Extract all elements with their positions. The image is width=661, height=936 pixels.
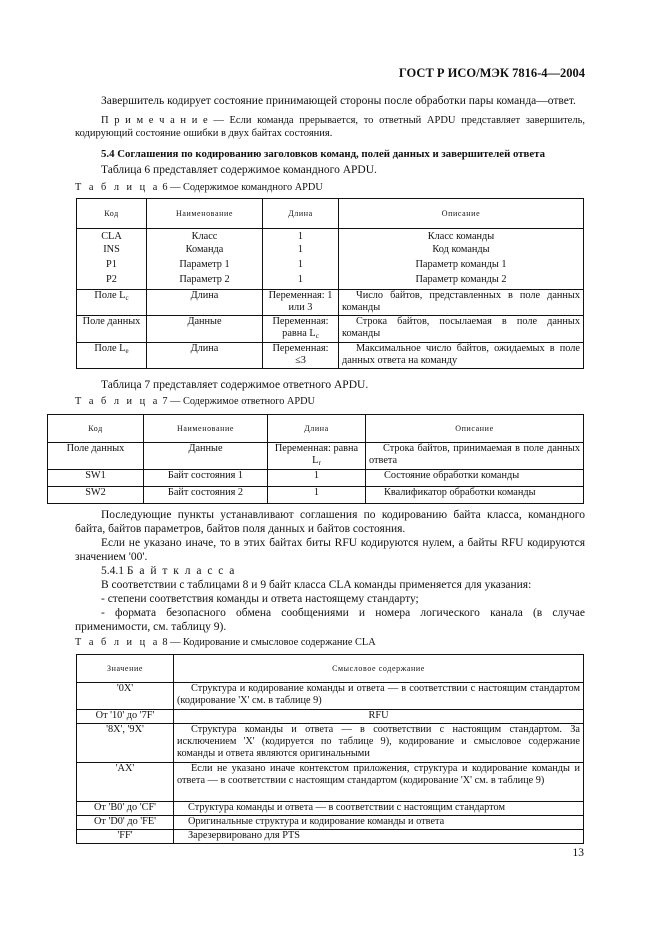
t6-cell bbox=[77, 343, 147, 369]
table7-caption-text: 7 — Содержимое ответного APDU bbox=[162, 396, 315, 407]
t8-meaning-cell: Структура и кодирование команды и ответа — в соответствии с настоящим стандартом (кодирование 'X' см. в таблице 9) bbox=[174, 683, 584, 710]
page-header: ГОСТ Р ИСО/МЭК 7816-4—2004 bbox=[398, 66, 585, 80]
t7-cell: Поле данных bbox=[48, 443, 144, 470]
note-text: — Если команда прерывается, то ответный APDU представляет завершитель, кодирующий состояние ошибки в двух байтах состояния. bbox=[75, 115, 585, 139]
t8-value-cell: От 'D0' до 'FE' bbox=[77, 816, 174, 830]
t8-value-cell: '8X', '9X' bbox=[77, 724, 174, 763]
t6-lc-sub: c bbox=[125, 294, 129, 302]
t6-cell: Параметр 1 bbox=[147, 259, 263, 274]
t6-cell: Переменная: 1 или 3 bbox=[263, 290, 339, 316]
t6-cell: INS bbox=[77, 244, 147, 259]
t8-meaning-cell: Зарезервировано для PTS bbox=[174, 830, 584, 844]
t7-header-desc: Описание bbox=[366, 415, 584, 443]
t6-cell: Максимальное число байтов, ожидаемых в поле данных ответа на команду bbox=[339, 343, 584, 369]
t6-data-length: Переменная: равна L bbox=[272, 316, 329, 339]
t6-cell: Переменная: ≤3 bbox=[263, 343, 339, 369]
t8-meaning-cell: Структура команды и ответа — в соответствии с настоящим стандартом bbox=[174, 802, 584, 816]
table6-caption-label: Т а б л и ц а bbox=[75, 182, 160, 193]
t6-cell: Параметр 2 bbox=[147, 274, 263, 290]
subsection-number: 5.4.1 bbox=[101, 565, 124, 577]
t6-cell: 1 bbox=[263, 229, 339, 244]
t6-cell: CLA bbox=[77, 229, 147, 244]
t6-cell: Данные bbox=[147, 316, 263, 343]
t6-cell: Параметр команды 2 bbox=[339, 274, 584, 290]
t6-cell: 1 bbox=[263, 244, 339, 259]
t6-cell: Класс bbox=[147, 229, 263, 244]
table6-caption-text: 6 — Содержимое командного APDU bbox=[162, 182, 323, 193]
t8-value-cell: 'AX' bbox=[77, 763, 174, 802]
t6-header-name: Наименование bbox=[147, 199, 263, 229]
t6-cell: 1 bbox=[263, 259, 339, 274]
intro-paragraph: Завершитель кодирует состояние принимающей стороны после обработки пары команда—ответ. bbox=[101, 95, 576, 107]
t8-value-cell: От '10' до '7F' bbox=[77, 710, 174, 724]
t8-value-cell: От 'B0' до 'CF' bbox=[77, 802, 174, 816]
t6-header-desc: Описание bbox=[339, 199, 584, 229]
t6-cell: P1 bbox=[77, 259, 147, 274]
t7-cell: SW2 bbox=[48, 487, 144, 504]
table-7 bbox=[47, 414, 584, 504]
t6-cell: Длина bbox=[147, 343, 263, 369]
t6-cell: Строка байтов, посылаемая в поле данных команды bbox=[339, 316, 584, 343]
t7-header-name: Наименование bbox=[144, 415, 268, 443]
note-paragraph bbox=[75, 114, 585, 140]
t6-cell: Команда bbox=[147, 244, 263, 259]
table6-intro: Таблица 6 представляет содержимое командного APDU. bbox=[101, 164, 377, 176]
t7-cell: Строка байтов, принимаемая в поле данных ответа bbox=[366, 443, 584, 470]
body-paragraph-3: В соответствии с таблицами 8 и 9 байт класса CLA команды применяется для указания: bbox=[101, 579, 532, 591]
t6-lc-code: Поле L bbox=[94, 290, 126, 301]
note-label: П р и м е ч а н и е bbox=[101, 115, 208, 126]
t6-le-code: Поле L bbox=[94, 343, 126, 354]
t7-cell: SW1 bbox=[48, 470, 144, 487]
t6-cell: Код команды bbox=[339, 244, 584, 259]
t8-header-meaning: Смысловое содержание bbox=[174, 655, 584, 683]
t6-cell: Класс команды bbox=[339, 229, 584, 244]
table8-caption bbox=[75, 637, 376, 648]
t6-cell bbox=[77, 290, 147, 316]
table-8 bbox=[76, 654, 584, 844]
bullet-2: - формата безопасного обмена сообщениями и номера логического канала (в случае применимости, см. таблицу 9). bbox=[75, 607, 585, 633]
t8-meaning-cell: Структура команды и ответа — в соответствии с настоящим стандартом. За исключением 'X' (кодируется по таблице 9), кодирование и смысловое содержание команды и ответа являются оригинальными bbox=[174, 724, 584, 763]
t7-data-length-sub: r bbox=[318, 459, 321, 467]
t7-cell: Состояние обработки команды bbox=[366, 470, 584, 487]
t7-header-code: Код bbox=[48, 415, 144, 443]
table8-caption-text: 8 — Кодирование и смысловое содержание CLA bbox=[162, 637, 376, 648]
t7-cell: Байт состояния 2 bbox=[144, 487, 268, 504]
bullet-1: - степени соответствия команды и ответа настоящему стандарту; bbox=[101, 593, 419, 605]
table7-intro: Таблица 7 представляет содержимое ответного APDU. bbox=[101, 379, 369, 391]
t8-meaning-cell: Оригинальные структура и кодирование команды и ответа bbox=[174, 816, 584, 830]
t8-value-cell: 'FF' bbox=[77, 830, 174, 844]
t7-cell: Данные bbox=[144, 443, 268, 470]
body-paragraph-2: Если не указано иначе, то в этих байтах биты RFU кодируются нулем, а байты RFU кодируются значением '00'. bbox=[75, 537, 585, 563]
t7-cell bbox=[268, 443, 366, 470]
t6-header-length: Длина bbox=[263, 199, 339, 229]
table8-caption-label: Т а б л и ц а bbox=[75, 637, 160, 648]
subsection-heading bbox=[75, 564, 585, 578]
t6-cell: 1 bbox=[263, 274, 339, 290]
table7-caption-label: Т а б л и ц а bbox=[75, 396, 160, 407]
table6-caption bbox=[75, 182, 323, 193]
t7-cell: Байт состояния 1 bbox=[144, 470, 268, 487]
t7-cell: 1 bbox=[268, 487, 366, 504]
t7-data-length: Переменная: равна L bbox=[274, 443, 359, 466]
t6-cell: Параметр команды 1 bbox=[339, 259, 584, 274]
t7-cell: 1 bbox=[268, 470, 366, 487]
subsection-title: Б а й т к л а с с а bbox=[126, 565, 236, 577]
t8-value-cell: '0X' bbox=[77, 683, 174, 710]
t8-header-value: Значение bbox=[77, 655, 174, 683]
t6-cell: Поле данных bbox=[77, 316, 147, 343]
table7-caption bbox=[75, 396, 315, 407]
t8-meaning-cell: RFU bbox=[174, 710, 584, 724]
page-number: 13 bbox=[572, 847, 584, 859]
t6-cell: Длина bbox=[147, 290, 263, 316]
table-6 bbox=[76, 198, 584, 369]
t6-le-sub: e bbox=[125, 347, 129, 355]
t6-cell: Число байтов, представленных в поле данных команды bbox=[339, 290, 584, 316]
t7-cell: Квалификатор обработки команды bbox=[366, 487, 584, 504]
t6-header-code: Код bbox=[77, 199, 147, 229]
body-paragraph-1: Последующие пункты устанавливают соглашения по кодированию байта класса, командного байта, байтов параметров, байтов поля данных и байтов состояния. bbox=[75, 509, 585, 535]
t8-meaning-cell: Если не указано иначе контекстом приложения, структура и кодирование команды и ответа — в соответствии с настоящим стандартом (кодирование 'X' см. в таблице 9) bbox=[174, 763, 584, 802]
t6-cell bbox=[263, 316, 339, 343]
t7-header-length: Длина bbox=[268, 415, 366, 443]
t6-cell: P2 bbox=[77, 274, 147, 290]
t6-data-length-sub: c bbox=[315, 332, 319, 340]
section-heading: 5.4 Соглашения по кодированию заголовков команд, полей данных и завершителей ответа bbox=[101, 148, 546, 160]
